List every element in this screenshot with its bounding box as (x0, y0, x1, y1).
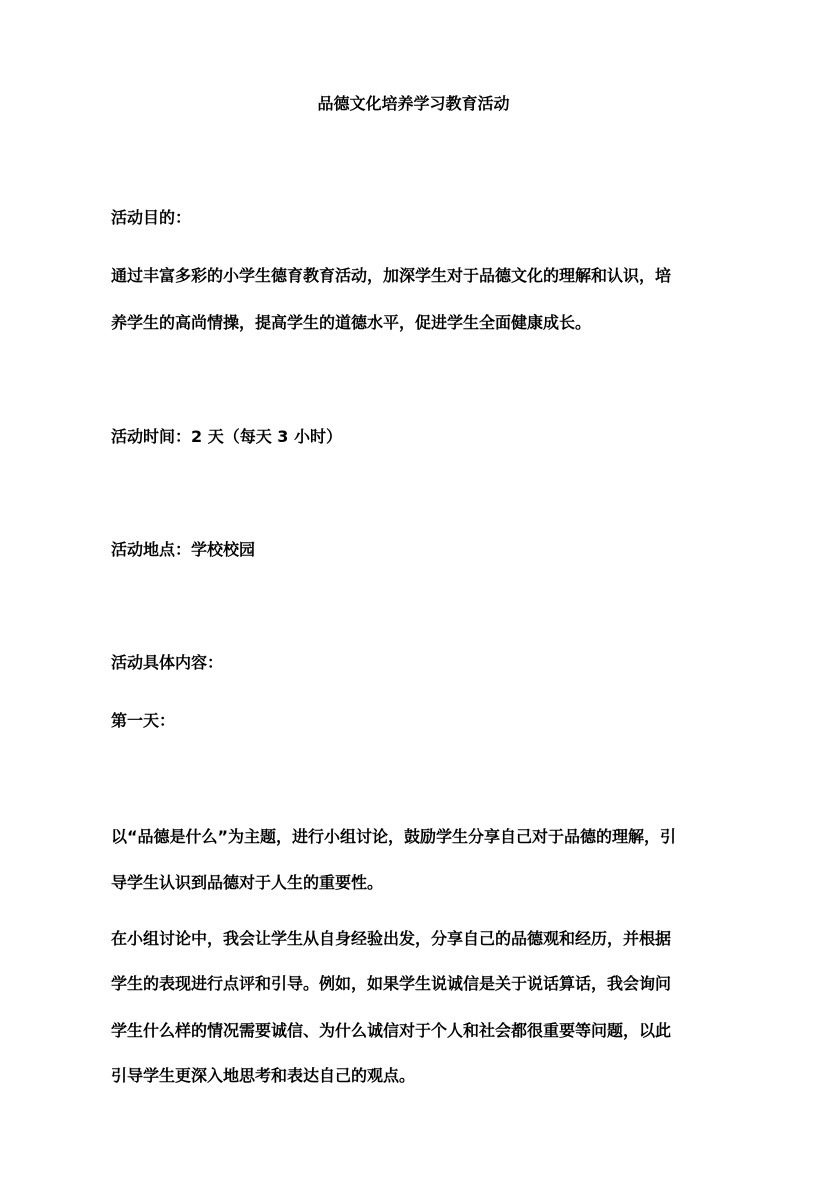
paragraph-line: 养学生的高尚情操，提高学生的道德水平，促进学生全面健康成长。 (111, 313, 592, 332)
paragraph-line: 在小组讨论中，我会让学生从自身经验出发，分享自己的品德观和经历，并根据 (111, 929, 672, 948)
activity-location-line: 活动地点：学校校园 (111, 540, 256, 559)
paragraph-line: 引导学生更深入地思考和表达自己的观点。 (111, 1066, 416, 1085)
paragraph-line: 导学生认识到品德对于人生的重要性。 (111, 873, 384, 892)
paragraph-line: 通过丰富多彩的小学生德育教育活动，加深学生对于品德文化的理解和认识，培 (111, 266, 672, 285)
paragraph-line: 以“品德是什么”为主题，进行小组讨论，鼓励学生分享自己对于品德的理解，引 (111, 827, 677, 846)
section-heading-purpose: 活动目的： (111, 208, 192, 227)
activity-time-line: 活动时间：2 天（每天 3 小时） (111, 427, 342, 446)
document-title: 品德文化培养学习教育活动 (317, 94, 510, 113)
day-one-heading: 第一天： (111, 711, 176, 730)
section-heading-content: 活动具体内容： (111, 653, 224, 672)
paragraph-line: 学生什么样的情况需要诚信、为什么诚信对于个人和社会都很重要等问题，以此 (111, 1021, 672, 1040)
paragraph-line: 学生的表现进行点评和引导。例如，如果学生说诚信是关于说话算话，我会询问 (111, 974, 672, 993)
